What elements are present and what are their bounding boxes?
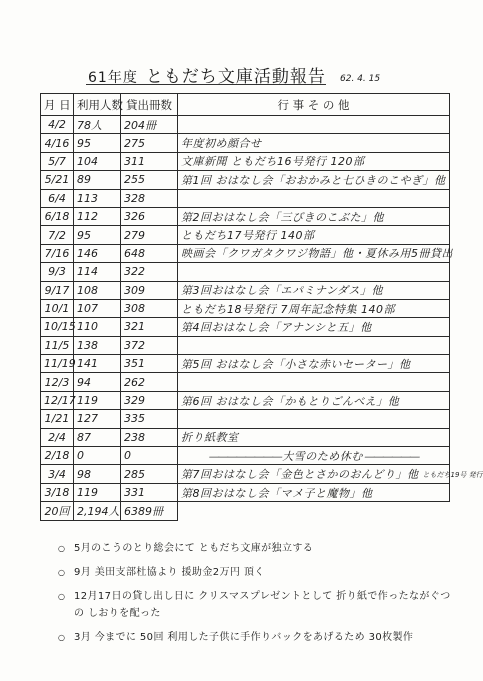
table-row xyxy=(41,373,450,391)
header-users: 利用人数 xyxy=(74,94,121,116)
row-users: 98 xyxy=(74,465,121,483)
table-row xyxy=(41,483,450,501)
row-date: 6/18 xyxy=(41,207,74,225)
table-row xyxy=(41,152,450,170)
row-date: 2/4 xyxy=(41,428,74,446)
row-event: 折り紙教室 xyxy=(178,428,450,446)
table-row xyxy=(41,318,450,336)
row-event: 映画会「クワガタクワジ物語」他・夏休み用5冊貸出 xyxy=(178,244,450,262)
row-date: 10/15 xyxy=(41,318,74,336)
row-date: 12/3 xyxy=(41,373,74,391)
row-lent: 329 xyxy=(121,391,178,409)
table-row xyxy=(41,299,450,317)
dash-line: ———————— xyxy=(208,449,283,463)
row-date: 11/19 xyxy=(41,355,74,373)
table-row xyxy=(41,134,450,152)
row-date: 9/3 xyxy=(41,263,74,281)
row-users: 138 xyxy=(74,336,121,354)
table-header-row xyxy=(41,94,450,116)
row-event xyxy=(178,116,450,134)
row-event: 第8回おはなし会「マメ子と魔物」他 xyxy=(178,483,450,501)
header-lent: 貸出冊数 xyxy=(121,94,178,116)
row-users: 95 xyxy=(74,134,121,152)
table-row xyxy=(41,171,450,189)
row-lent: 262 xyxy=(121,373,178,391)
table-row xyxy=(41,263,450,281)
row-lent: 372 xyxy=(121,336,178,354)
table-row xyxy=(41,410,450,428)
row-lent: 321 xyxy=(121,318,178,336)
note-item: ○ 3月 今までに 50回 利用した子供に手作りバックをあげるため 30枚製作 xyxy=(60,629,460,646)
row-date: 1/21 xyxy=(41,410,74,428)
row-date: 11/5 xyxy=(41,336,74,354)
row-lent: 309 xyxy=(121,281,178,299)
row-lent: 328 xyxy=(121,189,178,207)
row-event xyxy=(178,410,450,428)
row-date: 2/18 xyxy=(41,447,74,465)
fiscal-year: 61年度 xyxy=(88,70,138,86)
title-text: ともだち文庫活動報告 xyxy=(145,67,326,87)
report-date: 62. 4. 15 xyxy=(340,74,381,84)
row-users: 110 xyxy=(74,318,121,336)
total-users: 2,194人 xyxy=(74,502,121,520)
row-event xyxy=(178,447,450,465)
total-lent: 6389冊 xyxy=(121,502,178,520)
row-users: 104 xyxy=(74,152,121,170)
row-users: 119 xyxy=(74,391,121,409)
row-date: 3/4 xyxy=(41,465,74,483)
row-users: 94 xyxy=(74,373,121,391)
row-date: 5/7 xyxy=(41,152,74,170)
row-lent: 322 xyxy=(121,263,178,281)
row-lent: 331 xyxy=(121,483,178,501)
row-event xyxy=(178,373,450,391)
row-event: 文庫新聞 ともだち16号発行 120部 xyxy=(178,152,450,170)
row-event: 第5回 おはなし会「小さな赤いセーター」他 xyxy=(178,355,450,373)
row-users: 127 xyxy=(74,410,121,428)
row-event xyxy=(178,465,483,483)
row-event: ともだち17号発行 140部 xyxy=(178,226,450,244)
row-date: 10/1 xyxy=(41,299,74,317)
row-users: 0 xyxy=(74,447,121,465)
dash-line: —————— xyxy=(362,449,419,463)
event-text: 第7回おはなし会「金色とさかのおんどり」他 xyxy=(181,468,419,482)
row-lent: 0 xyxy=(121,447,178,465)
row-lent: 255 xyxy=(121,171,178,189)
note-item: ○ 5月のこうのとり総会にて ともだち文庫が独立する xyxy=(60,540,460,557)
row-event: ともだち18号発行 7周年記念特集 140部 xyxy=(178,299,450,317)
row-date: 4/2 xyxy=(41,116,74,134)
title-underline xyxy=(86,84,326,85)
row-date: 9/17 xyxy=(41,281,74,299)
row-event: 第6回 おはなし会「かもとりごんべえ」他 xyxy=(178,391,450,409)
row-date: 6/4 xyxy=(41,189,74,207)
row-users: 78人 xyxy=(74,116,121,134)
row-users: 89 xyxy=(74,171,121,189)
total-empty-cell xyxy=(178,502,450,520)
table-row xyxy=(41,465,450,483)
row-lent: 648 xyxy=(121,244,178,262)
row-lent: 311 xyxy=(121,152,178,170)
table-row xyxy=(41,207,450,225)
row-lent: 326 xyxy=(121,207,178,225)
total-count: 20回 xyxy=(41,502,74,520)
row-users: 112 xyxy=(74,207,121,225)
row-lent: 204冊 xyxy=(121,116,178,134)
table-row xyxy=(41,244,450,262)
row-users: 113 xyxy=(74,189,121,207)
row-event xyxy=(178,336,450,354)
row-users: 146 xyxy=(74,244,121,262)
row-date: 7/2 xyxy=(41,226,74,244)
header-date: 月 日 xyxy=(41,94,74,116)
row-users: 95 xyxy=(74,226,121,244)
note-item: ○ 9月 美田支部杜協より 援助金2万円 頂く xyxy=(60,564,460,581)
row-event: 第1回 おはなし会「おおかみと七ひきのこやぎ」他 xyxy=(178,171,450,189)
table-row xyxy=(41,336,450,354)
row-event: 第4回おはなし会「アナンシと五」他 xyxy=(178,318,450,336)
row-event: 第2回おはなし会「三びきのこぶた」他 xyxy=(178,207,450,225)
event-text: 大雪のため休む xyxy=(282,449,363,463)
row-lent: 275 xyxy=(121,134,178,152)
row-date: 3/18 xyxy=(41,483,74,501)
row-users: 108 xyxy=(74,281,121,299)
row-users: 114 xyxy=(74,263,121,281)
event-side-note: ともだち19号 発行 xyxy=(422,471,483,480)
row-date: 12/17 xyxy=(41,391,74,409)
table-row xyxy=(41,391,450,409)
row-users: 87 xyxy=(74,428,121,446)
table-row xyxy=(41,428,450,446)
row-event xyxy=(178,189,450,207)
row-users: 107 xyxy=(74,299,121,317)
row-event xyxy=(178,263,450,281)
row-lent: 238 xyxy=(121,428,178,446)
notes-list xyxy=(60,540,460,653)
row-lent: 308 xyxy=(121,299,178,317)
row-users: 119 xyxy=(74,483,121,501)
row-date: 7/16 xyxy=(41,244,74,262)
row-event: 年度初め顔合せ xyxy=(178,134,450,152)
row-lent: 285 xyxy=(121,465,178,483)
row-date: 4/16 xyxy=(41,134,74,152)
table-row xyxy=(41,189,450,207)
row-users: 141 xyxy=(74,355,121,373)
table-row xyxy=(41,281,450,299)
table-row xyxy=(41,447,450,465)
note-item: ○ 12月17日の貸し出し日に クリスマスプレゼントとして 折り紙で作ったながぐつの しおりを配った xyxy=(60,588,460,622)
row-lent: 351 xyxy=(121,355,178,373)
table-row xyxy=(41,226,450,244)
activity-table xyxy=(40,93,483,521)
table-row xyxy=(41,355,450,373)
total-row xyxy=(41,502,450,520)
row-event: 第3回おはなし会「エパミナンダス」他 xyxy=(178,281,450,299)
row-lent: 335 xyxy=(121,410,178,428)
row-date: 5/21 xyxy=(41,171,74,189)
row-lent: 279 xyxy=(121,226,178,244)
table-row xyxy=(41,116,450,134)
header-event: 行 事 そ の 他 xyxy=(178,94,450,116)
